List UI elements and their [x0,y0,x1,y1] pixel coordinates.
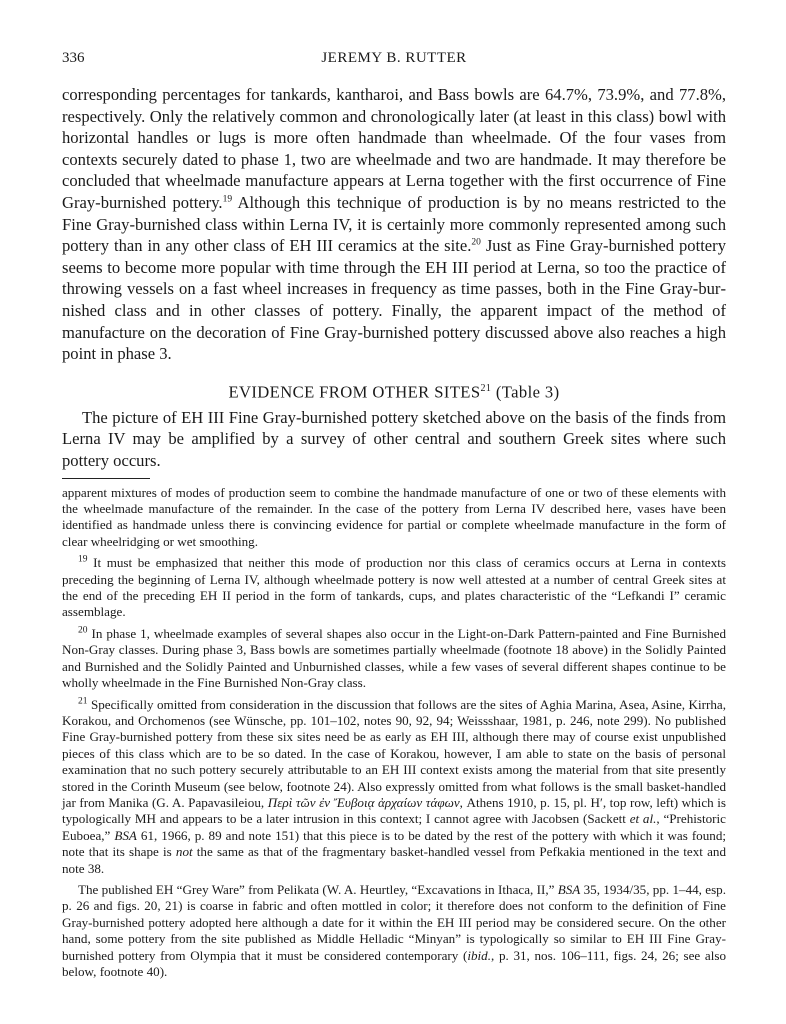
footnote-ref-21[interactable]: 21 [480,382,492,394]
footnote-text: , “Prehistoric Euboea,” [62,811,726,843]
journal-abbrev: BSA [557,881,581,897]
footnote-text: , Athens 1910, p. 15, pl. H′, top row, left) which is typologically MH and appears to be a later intrusion in this context; I cannot agree with Jacobsen (Sackett [62,794,726,827]
text-span: Just as Fine Gray-burnished pottery seems to become more popular with time through the EH III period at Lerna, so too the practice of throwing vessels on a fast wheel increases in frequency as time passes, both in the Fine Gray-burnished class and in other classes of pottery. Finally, the apparent impact of the method of manufacture on the decoration of Fine Gray-burnished pottery discussed above also reaches a high point in phase 3. [62,236,726,364]
page [62,50,726,985]
footnote-text: , p. 31, nos. 106–111, figs. 24, 26; see also below, footnote 40). [62,947,727,979]
footnote-19 [62,555,726,621]
text-span: corresponding percentages for tankards, kantharoi, and Bass bowls are 64.7%, 73.9%, and 77.8%, respectively. Only the relatively common and chronologically later (at least in this class) bowl with horizontal handles or lugs is more often handmade than wheelmade. Of the four vases from contexts securely dated to phase 1, two are wheelmade and two are handmade. It may therefore be concluded that wheelmade manufacture appears at Lerna together with the first occurrence of Fine Gray-burnished pottery. [62,85,726,212]
section-heading [62,378,726,403]
italic-text: not [175,844,193,860]
footnote-20 [62,626,726,692]
footnote-text: the same as that of the fragmentary basket-handled vessel from Pefkakia mentioned in the text and note 38. [62,844,726,876]
footnote-text: It must be emphasized that neither this mode of production nor this class of ceramics occurs at Lerna in contexts preceding the beginning of Lerna IV, although wheelmade pottery is now well attested at a number of central Greek sites at the end of the preceding EH II period in the form of tankards, cups, and plates characteristic of the “Lefkandi I” ceramic assemblage. [62,555,726,620]
greek-title: Περὶ τῶν ἐν Ἔυβοιᾳ ἀρχαίων τάφων [267,794,460,810]
running-head: JEREMY B. RUTTER [321,50,467,66]
footnote-continued: apparent mixtures of modes of production seem to combine the handmade manufacture of one or two of these elements with the wheelmade manufacture of the remainder. In the case of the pottery from Lerna IV described here, vases have been identified as handmade unless there is convincing evidence for partial or complete wheelmade manufacture in the form of clear wheelridging or wet smoothing. [62,484,726,549]
footnote-text: Specifically omitted from consideration in the discussion that follows are the sites of Aghia Marina, Asea, Asine, Kirrha, Korakou, and Orchomenos (see Wünsche, pp. 101–102, notes 90, 92, 94; Weissshaar, 1981, p. 246, note 299). No published Fine Gray-burnished pottery from these six sites need be as early as EH III, although there may of course exist unpublished pieces of this class which are to be so dated. In the case of Korakou, however, I am able to state on the basis of personal examination that no such pottery securely attributable to an EH III context exists among the material from that site presently stored in the Corinth Museum (see below, footnote 24). Also expressly omitted from what follows is the small basket-handled jar from Manika (G. A. Papavasileiou, [62,696,726,810]
heading-text: EVIDENCE FROM OTHER SITES [228,382,481,402]
footnote-number: 19 [78,554,88,565]
body-paragraph [62,84,726,365]
footnote-number: 21 [78,696,88,707]
footnote-text: The published EH “Grey Ware” from Pelikata (W. A. Heurtley, “Excavations in Ithaca, II,” [78,881,558,897]
main-text [62,84,726,472]
footnotes [62,485,726,981]
footnote-ref-19[interactable]: 19 [222,194,233,205]
footnote-number: 20 [78,625,88,636]
page-number: 336 [62,50,85,66]
footnote-21 [62,697,726,877]
journal-abbrev: BSA [114,827,137,843]
footnote-text: 61, 1966, p. 89 and note 151) that this piece is to be dated by the rest of the pottery with which it was found; note that its shape is [62,827,727,860]
footnote-ref-20[interactable]: 20 [471,237,481,248]
footnote-text: In phase 1, wheelmade examples of several shapes also occur in the Light-on-Dark Pattern-painted and Fine Burnished Non-Gray classes. During phase 3, Bass bowls are sometimes partially wheelmade (footnote 18 above) in the Solidly Painted and Burnished and the Solidly Painted and Unburnished classes, while a few vases of several different shapes continue to be wholly wheelmade in the Fine Burnished Non-Gray class. [62,625,726,691]
text-span: Although this technique of production is by no means restricted to the Fine Gray-burnished class within Lerna IV, it is certainly more commonly represented among such pottery than in any other class of EH III ceramics at the site. [62,192,726,256]
italic-text: ibid. [467,947,491,963]
body-paragraph: The picture of EH III Fine Gray-burnished pottery sketched above on the basis of the finds from Lerna IV may be amplified by a survey of other central and southern Greek sites where such pottery occurs. [62,407,726,471]
footnote-text: 35, 1934/35, pp. 1–44, esp. p. 26 and figs. 20, 21) is coarse in fabric and often mottled in color; it therefore does not conform to the definition of Fine Gray-burnished pottery adopted here although a date for it within the EH III period may be considered secure. On the other hand, some pottery from the site published as Middle Helladic “Minyan” is typologically so similar to EH III Fine Gray-burnished pottery from Olympia that it must be considered contemporary ( [62,881,727,963]
italic-text: et al. [629,811,657,827]
footnote-divider [62,478,150,479]
page-header [62,50,726,74]
footnote-21-continued [62,882,726,980]
heading-suffix: (Table 3) [491,382,560,402]
